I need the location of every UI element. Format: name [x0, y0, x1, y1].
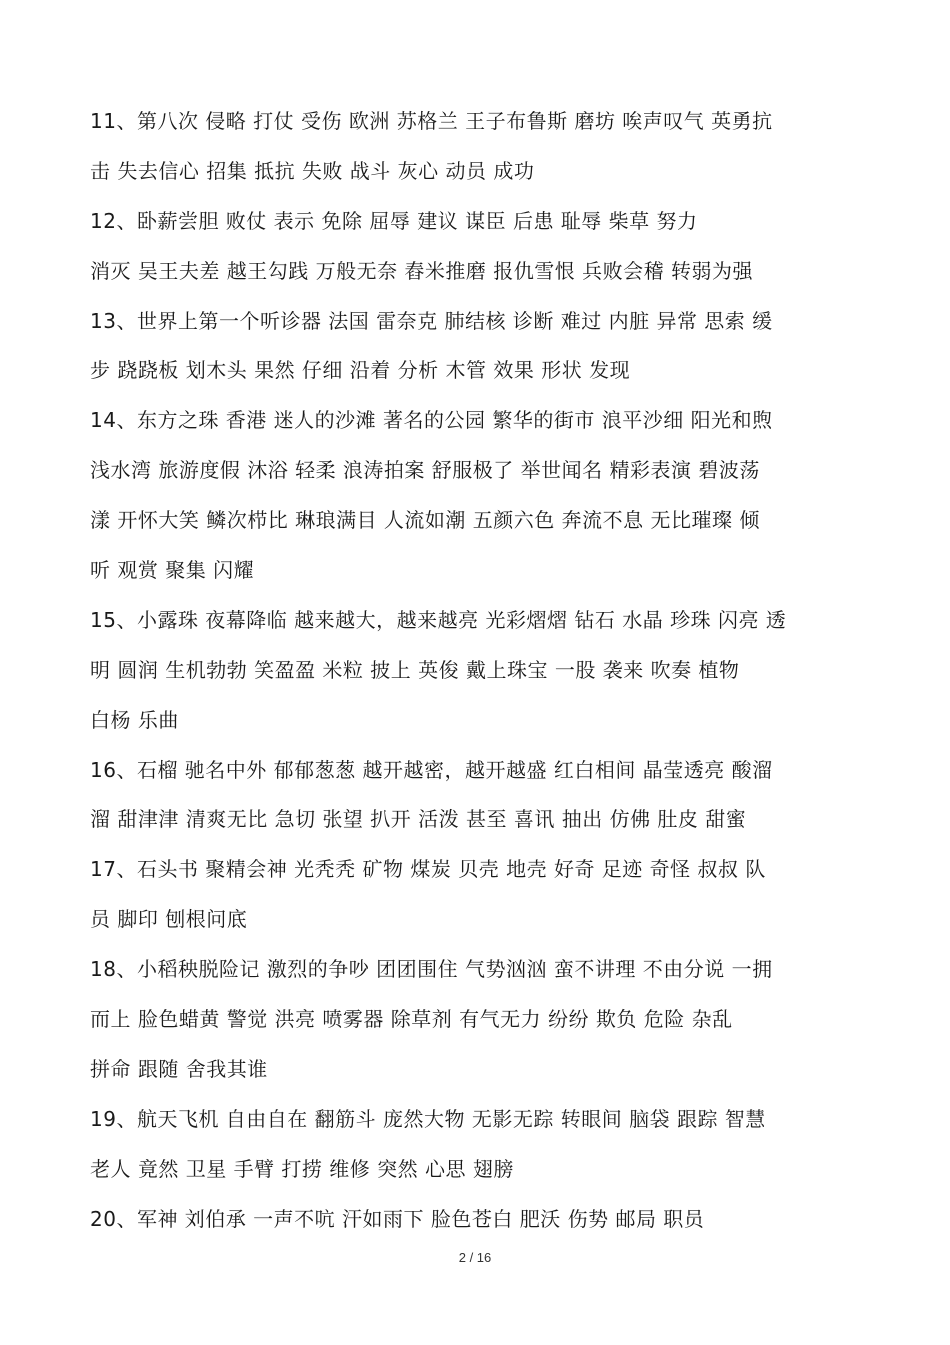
- text-line: 19、航天飞机 自由自在 翻筋斗 庞然大物 无影无踪 转眼间 脑袋 跟踪 智慧: [90, 1106, 766, 1131]
- text-line: 听 观赏 聚集 闪耀: [90, 558, 255, 583]
- text-line: 17、石头书 聚精会神 光秃秃 矿物 煤炭 贝壳 地壳 好奇 足迹 奇怪 叔叔 队: [90, 857, 766, 882]
- text-line: 白杨 乐曲: [90, 707, 179, 732]
- text-line: 13、世界上第一个听诊器 法国 雷奈克 肺结核 诊断 难过 内脏 异常 思索 缓: [90, 308, 773, 333]
- text-line: 20、军神 刘伯承 一声不吭 汗如雨下 脸色苍白 肥沃 伤势 邮局 职员: [90, 1206, 705, 1231]
- text-line: 明 圆润 生机勃勃 笑盈盈 米粒 披上 英俊 戴上珠宝 一股 袭来 吹奏 植物: [90, 657, 740, 682]
- text-line: 浅水湾 旅游度假 沐浴 轻柔 浪涛拍案 舒服极了 举世闻名 精彩表演 碧波荡: [90, 458, 760, 483]
- text-line: 消灭 吴王夫差 越王勾践 万般无奈 舂米推磨 报仇雪恨 兵败会稽 转弱为强: [90, 258, 754, 283]
- text-line: 老人 竟然 卫星 手臂 打捞 维修 突然 心思 翅膀: [90, 1156, 514, 1181]
- text-line: 击 失去信心 招集 抵抗 失败 战斗 灰心 动员 成功: [90, 158, 535, 183]
- text-line: 15、小露珠 夜幕降临 越来越大，越来越亮 光彩熠熠 钻石 水晶 珍珠 闪亮 透: [90, 607, 787, 632]
- text-line: 拼命 跟随 舍我其谁: [90, 1056, 268, 1081]
- text-line: 漾 开怀大笑 鳞次栉比 琳琅满目 人流如潮 五颜六色 奔流不息 无比璀璨 倾: [90, 508, 760, 533]
- text-line: 溜 甜津津 清爽无比 急切 张望 扒开 活泼 甚至 喜讯 抽出 仿佛 肚皮 甜蜜: [90, 807, 747, 832]
- text-line: 员 脚印 刨根问底: [90, 907, 248, 932]
- vocabulary-list: [90, 97, 865, 1244]
- text-line: 步 跷跷板 划木头 果然 仔细 沿着 分析 木管 效果 形状 发现: [90, 358, 631, 383]
- text-line: 11、第八次 侵略 打仗 受伤 欧洲 苏格兰 王子布鲁斯 磨坊 唉声叹气 英勇抗: [90, 109, 773, 133]
- text-line: 18、小稻秧脱险记 激烈的争吵 团团围住 气势汹汹 蛮不讲理 不由分说 一拥: [90, 957, 773, 982]
- text-line: 而上 脸色蜡黄 警觉 洪亮 喷雾器 除草剂 有气无力 纷纷 欺负 危险 杂乱: [90, 1007, 733, 1032]
- page-number: 2 / 16: [458, 1250, 492, 1265]
- text-line: 12、卧薪尝胆 败仗 表示 免除 屈辱 建议 谋臣 后患 耻辱 柴草 努力: [90, 208, 698, 233]
- text-line: 14、东方之珠 香港 迷人的沙滩 著名的公园 繁华的街市 浪平沙细 阳光和煦: [90, 408, 773, 433]
- text-line: 16、石榴 驰名中外 郁郁葱葱 越开越密，越开越盛 红白相间 晶莹透亮 酸溜: [90, 757, 773, 782]
